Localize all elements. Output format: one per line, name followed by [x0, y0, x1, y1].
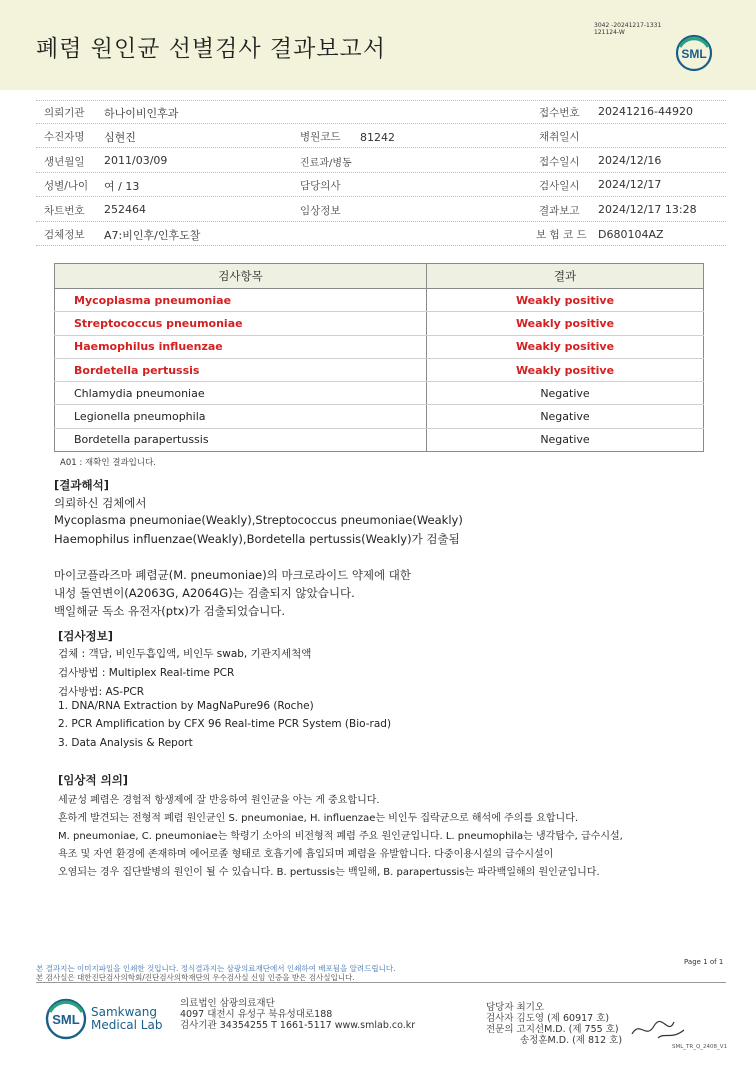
sml-logo-icon	[674, 33, 714, 73]
clinical-line: 흔하게 발견되는 전형적 폐렴 원인균인 S. pneumoniae, H. influenzae는 비인두 집락균으로 해석에 주의를 요합니다.	[58, 813, 579, 824]
sml-footer-logo-icon	[44, 997, 88, 1041]
table-row	[55, 312, 704, 335]
birth-label: 생년월일	[44, 156, 85, 168]
test-item: Streptococcus pneumoniae	[55, 312, 427, 335]
report-code	[594, 22, 661, 36]
test-result: Negative	[427, 405, 704, 428]
page-number: Page 1 of 1	[684, 958, 724, 966]
test-info-title: [검사정보]	[58, 629, 113, 643]
signature-icon	[628, 1014, 688, 1044]
footer-notice-print: 본 결과지는 이미지파일을 인쇄한 것입니다. 정식결과지는 삼광의료재단에서 인쇄하여 배포됨을 알려드립니다.	[36, 964, 396, 973]
divider	[36, 196, 726, 197]
lab-name-line1: Samkwang	[91, 1005, 157, 1019]
test-date-label: 검사일시	[539, 180, 580, 192]
interpretation-line: 의뢰하신 검체에서	[54, 496, 147, 510]
report-code-line1: 3042 -20241217-1331	[594, 22, 662, 29]
test-item: Bordetella parapertussis	[55, 428, 427, 451]
hospital-code-value: 81242	[360, 131, 395, 144]
receipt-no-label: 접수번호	[539, 107, 580, 119]
test-info-line: 검체 : 객담, 비인두흡입액, 비인두 swab, 기관지세척액	[58, 648, 312, 660]
insurance-code-value: D680104AZ	[598, 228, 664, 241]
result-note: A01 : 재확인 결과입니다.	[60, 458, 156, 468]
clinical-line: M. pneumoniae, C. pneumoniae는 학령기 소아의 비전형적 폐렴 주요 원인균입니다. L. pneumophila는 냉각탑수, 급수시설,	[58, 831, 623, 842]
interpretation-title: [결과해석]	[54, 478, 109, 492]
clinical-line: 세균성 폐렴은 경험적 항생제에 잘 반응하여 원인균을 아는 게 중요합니다.	[58, 795, 380, 806]
test-result: Negative	[427, 428, 704, 451]
column-header-result: 결과	[427, 264, 704, 289]
test-item: Legionella pneumophila	[55, 405, 427, 428]
footer-notice-cert: 본 검사실은 대한진단검사의학회/진단검사의학재단의 우수검사실 신임 인증을 받은 검사실입니다.	[36, 973, 355, 982]
hospital-code-label: 병원코드	[300, 131, 341, 143]
clinical-title: [임상적 의의]	[58, 773, 129, 787]
lab-name-line2: Medical Lab	[91, 1018, 163, 1032]
divider	[36, 100, 726, 101]
column-header-item: 검사항목	[55, 264, 427, 289]
clinical-line: 오염되는 경우 집단발병의 원인이 될 수 있습니다. B. pertussis는 백일해, B. parapertussis는 파라백일해의 원인균입니다.	[58, 867, 600, 878]
divider	[36, 245, 726, 246]
insurance-code-label: 보 험 코 드	[536, 229, 587, 241]
interpretation-line: 마이코플라즈마 폐렴균(M. pneumoniae)의 마크로라이드 약제에 대한	[54, 568, 412, 582]
clinical-info-label: 임상정보	[300, 205, 341, 217]
birth-value: 2011/03/09	[104, 154, 168, 167]
test-item: Chlamydia pneumoniae	[55, 382, 427, 405]
requester-value: 하나이비인후과	[104, 107, 179, 120]
report-title: 폐렴 원인균 선별검사 결과보고서	[36, 36, 386, 62]
test-result: Weakly positive	[427, 335, 704, 358]
sml-logo-text: SML	[681, 47, 707, 61]
test-result: Weakly positive	[427, 358, 704, 381]
doctor-label: 담당의사	[300, 180, 341, 192]
staff-specialist1: 전문의 고지선M.D. (제 755 호)	[486, 1024, 619, 1035]
test-item: Mycoplasma pneumoniae	[55, 289, 427, 312]
org-name: 의료법인 삼광의료재단	[180, 998, 275, 1009]
staff-specialist2: 송정훈M.D. (제 812 호)	[520, 1035, 623, 1046]
specimen-label: 검체정보	[44, 229, 85, 241]
table-row	[55, 289, 704, 312]
test-date-value: 2024/12/17	[598, 178, 662, 191]
footer-divider	[36, 982, 726, 983]
divider	[36, 221, 726, 222]
collect-date-label: 채취일시	[539, 131, 580, 143]
lab-name	[91, 1006, 162, 1032]
staff-tester: 검사자 김도영 (제 60917 호)	[486, 1013, 610, 1024]
chart-no-label: 차트번호	[44, 205, 85, 217]
test-result: Weakly positive	[427, 289, 704, 312]
staff-manager: 담당자 최기오	[486, 1002, 545, 1013]
specimen-value: A7:비인후/인후도찰	[104, 229, 201, 242]
table-row	[55, 428, 704, 451]
interpretation-line: 백일해균 독소 유전자(ptx)가 검출되었습니다.	[54, 604, 286, 618]
org-address: 4097 대전시 유성구 북유성대로188	[180, 1009, 333, 1020]
chart-no-value: 252464	[104, 203, 146, 216]
name-label: 수진자명	[44, 131, 85, 143]
table-row	[55, 405, 704, 428]
interpretation-line: 내성 돌연변이(A2063G, A2064G)는 검출되지 않았습니다.	[54, 586, 355, 600]
table-row	[55, 382, 704, 405]
test-item: Haemophilus influenzae	[55, 335, 427, 358]
test-info-line: 검사방법 : Multiplex Real-time PCR	[58, 667, 235, 679]
interpretation-line: Mycoplasma pneumoniae(Weakly),Streptococcus pneumoniae(Weakly)	[54, 513, 463, 527]
table-row	[55, 335, 704, 358]
test-result: Negative	[427, 382, 704, 405]
form-code: SML_TR_Q_2408_V1	[672, 1044, 728, 1050]
receipt-date-value: 2024/12/16	[598, 154, 662, 167]
results-table	[54, 263, 704, 452]
table-header-row	[55, 264, 704, 289]
test-result: Weakly positive	[427, 312, 704, 335]
report-code-line2: 121124-W	[594, 29, 625, 36]
dept-label: 진료과/병동	[300, 158, 352, 169]
divider	[36, 123, 726, 124]
clinical-line: 욕조 및 자연 환경에 존재하며 에어로졸 형태로 호흡기에 흡입되며 폐렴을 유발합니다. 다중이용시설의 급수시설이	[58, 849, 554, 860]
divider	[36, 147, 726, 148]
name-value: 심현진	[104, 131, 136, 144]
test-info-line: 검사방법: AS-PCR	[58, 686, 145, 698]
test-info-line: 3. Data Analysis & Report	[58, 737, 193, 749]
report-date-value: 2024/12/17 13:28	[598, 203, 697, 216]
table-row	[55, 358, 704, 381]
divider	[36, 172, 726, 173]
sml-footer-logo-text: SML	[52, 1012, 80, 1027]
test-info-line: 1. DNA/RNA Extraction by MagNaPure96 (Roche)	[58, 700, 314, 712]
test-item: Bordetella pertussis	[55, 358, 427, 381]
report-date-label: 결과보고	[539, 205, 580, 217]
interpretation-line: Haemophilus influenzae(Weakly),Bordetella pertussis(Weakly)가 검출됨	[54, 532, 460, 546]
sex-age-value: 여 / 13	[104, 180, 140, 193]
receipt-no-value: 20241216-44920	[598, 105, 693, 118]
org-contact: 검사기관 34354255 T 1661-5117 www.smlab.co.kr	[180, 1020, 416, 1031]
test-info-line: 2. PCR Amplification by CFX 96 Real-time PCR System (Bio-rad)	[58, 718, 392, 730]
receipt-date-label: 접수일시	[539, 156, 580, 168]
sex-age-label: 성별/나이	[44, 180, 89, 192]
requester-label: 의뢰기관	[44, 107, 85, 119]
